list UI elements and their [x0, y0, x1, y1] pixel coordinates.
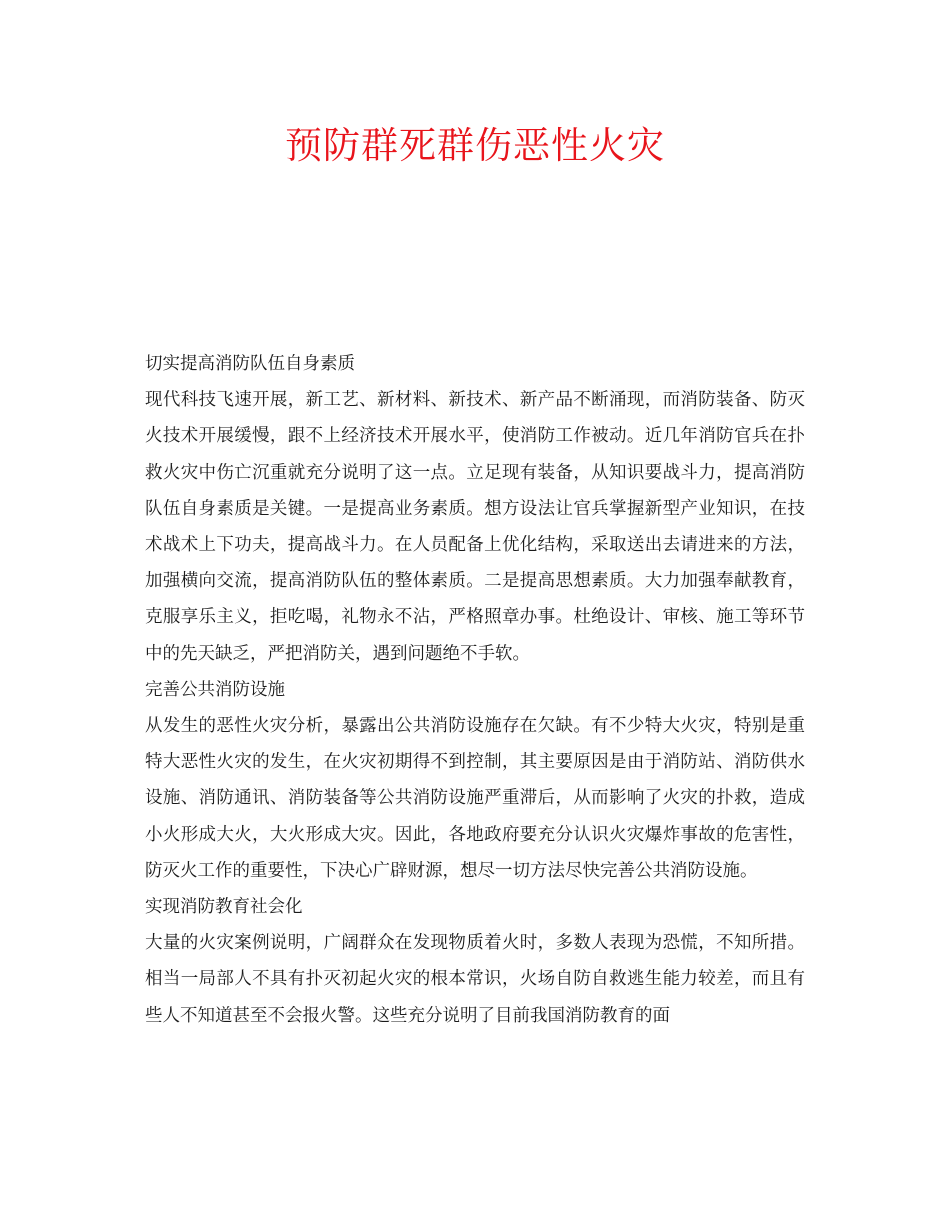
section-heading: 完善公共消防设施	[145, 679, 285, 700]
document-title: 预防群死群伤恶性火灾	[285, 124, 665, 167]
section-paragraph: 现代科技飞速开展，新工艺、新材料、新技术、新产品不断涌现，而消防装备、防灭火技术开展缓慢，跟不上经济技术开展水平，使消防工作被动。近几年消防官兵在扑救火灾中伤亡沉重就充分说明了这一点。立足现有装备，从知识要战斗力，提高消防队伍自身素质是关键。一是提高业务素质。想方设法让官兵掌握新型产业知识，在技术战术上下功夫，提高战斗力。在人员配备上优化结构，采取送出去请进来的方法，加强横向交流，提高消防队伍的整体素质。二是提高思想素质。大力加强奉献教育，克服享乐主义，拒吃喝，礼物永不沾，严格照章办事。杜绝设计、审核、施工等环节中的先天缺乏，严把消防关，遇到问题绝不手软。	[145, 390, 805, 664]
section-heading: 实现消防教育社会化	[145, 897, 303, 918]
section-heading: 切实提高消防队伍自身素质	[145, 354, 355, 374]
section-paragraph: 大量的火灾案例说明，广阔群众在发现物质着火时，多数人表现为恐慌，不知所措。相当一局部人不具有扑灭初起火灾的根本常识，火场自防自救逃生能力较差，而且有些人不知道甚至不会报火警。这些充分说明了目前我国消防教育的面	[145, 933, 805, 1026]
section-paragraph: 从发生的恶性火灾分析，暴露出公共消防设施存在欠缺。有不少特大火灾，特别是重特大恶性火灾的发生，在火灾初期得不到控制，其主要原因是由于消防站、消防供水设施、消防通讯、消防装备等公共消防设施严重滞后，从而影响了火灾的扑救，造成小火形成大火，大火形成大灾。因此，各地政府要充分认识火灾爆炸事故的危害性，防灭火工作的重要性，下决心广辟财源，想尽一切方法尽快完善公共消防设施。	[145, 716, 805, 881]
document-body	[145, 346, 805, 1034]
